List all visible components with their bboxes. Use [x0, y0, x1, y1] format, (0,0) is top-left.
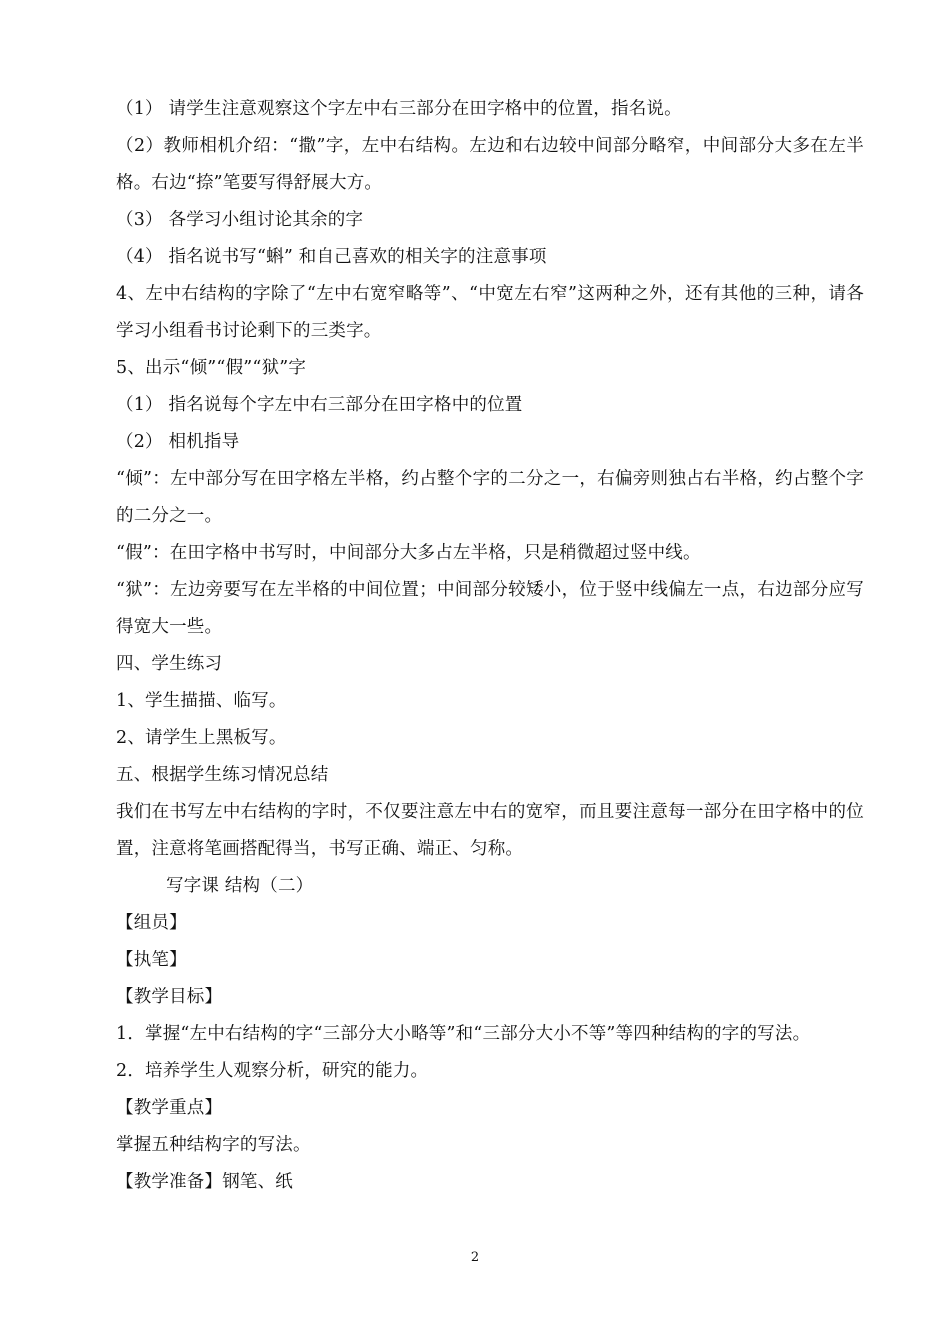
step-4-writing-notes: （4） 指名说书写“蝌” 和自己喜欢的相关字的注意事项	[116, 247, 547, 267]
step-1-observe: （1） 请学生注意观察这个字左中右三部分在田字格中的位置，指名说。	[116, 99, 682, 119]
step-1-position: （1） 指名说每个字左中右三部分在田字格中的位置	[116, 395, 523, 415]
step-2-teacher-intro: （2）教师相机介绍：“撒”字，左中右结构。左边和右边较中间部分略窄，中间部分大多在左半格。右边“捺”笔要写得舒展大方。	[116, 136, 864, 193]
practice-item-1: 1、学生描描、临写。	[116, 691, 287, 711]
note-qing: “倾”：左中部分写在田字格左半格，约占整个字的二分之一，右偏旁则独占右半格，约占整个字的二分之一。	[116, 469, 864, 526]
preparation-line: 【教学准备】钢笔、纸	[116, 1172, 293, 1192]
summary-paragraph: 我们在书写左中右结构的字时，不仅要注意左中右的宽窄，而且要注意每一部分在田字格中的位置，注意将笔画搭配得当，书写正确、端正、匀称。	[116, 802, 864, 859]
step-2-guidance: （2） 相机指导	[116, 432, 240, 452]
goal-2: 2．培养学生人观察分析，研究的能力。	[116, 1061, 429, 1081]
teaching-goals-label: 【教学目标】	[116, 987, 223, 1007]
note-yu: “狱”：左边旁要写在左半格的中间位置；中间部分较矮小，位于竖中线偏左一点，右边部分应写得宽大一些。	[116, 580, 864, 637]
document-body	[116, 91, 864, 1201]
step-3-group-discussion: （3） 各学习小组讨论其余的字	[116, 210, 364, 230]
goal-1: 1．掌握“左中右结构的字“三部分大小略等”和“三部分大小不等”等四种结构的字的写法。	[116, 1024, 811, 1044]
heading-summary: 五、根据学生练习情况总结	[116, 765, 329, 785]
page-number: 2	[470, 1250, 480, 1265]
section-5-show-characters: 5、出示“倾”“假”“狱”字	[116, 358, 307, 378]
heading-student-practice: 四、学生练习	[116, 654, 223, 674]
lesson-title: 写字课 结构（二）	[166, 876, 314, 896]
key-point-text: 掌握五种结构字的写法。	[116, 1135, 311, 1155]
writer-label: 【执笔】	[116, 950, 187, 970]
section-4-other-structures: 4、左中右结构的字除了“左中右宽窄略等”、“中宽左右窄”这两种之外，还有其他的三种，请各学习小组看书讨论剩下的三类字。	[116, 284, 864, 341]
practice-item-2: 2、请学生上黑板写。	[116, 728, 287, 748]
note-jia: “假”：在田字格中书写时，中间部分大多占左半格，只是稍微超过竖中线。	[116, 543, 701, 563]
members-label: 【组员】	[116, 913, 187, 933]
key-points-label: 【教学重点】	[116, 1098, 223, 1118]
